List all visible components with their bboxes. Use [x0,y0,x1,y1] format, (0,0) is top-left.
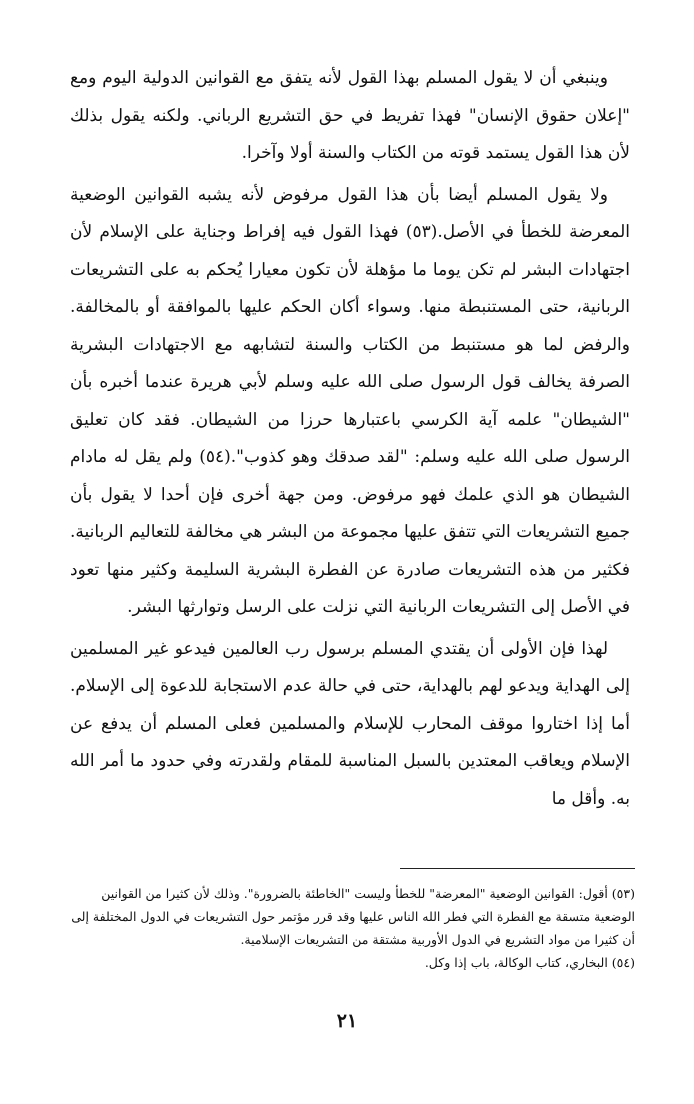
page-number: ٢١ [336,1010,358,1032]
paragraph: ولا يقول المسلم أيضا بأن هذا القول مرفوض لأنه يشبه القوانين الوضعية المعرضة للخطأ في الأصل.(٥٣) فهذا القول فيه إفراط وجناية على الإسلام لأن اجتهادات البشر لم تكن يوما ما مؤهلة لأن تكون معيارا يُحكم به على التشريعات الربانية، حتى المستنبطة منها. وسواء أكان الحكم عليها بالموافقة أو بالمخالفة. والرفض لما هو مستنبط من الكتاب والسنة لتشابهه مع الاجتهادات البشرية الصرفة يخالف قول الرسول صلى الله عليه وسلم لأبي هريرة عندما أخبره بأن "الشيطان" علمه آية الكرسي باعتبارها حرزا من الشيطان. فقد كان تعليق الرسول صلى الله عليه وسلم: "لقد صدقك وهو كذوب".(٥٤) ولم يقل له مادام الشيطان هو الذي علمك فهو مرفوض. ومن جهة أخرى فإن أحدا لا يقول بأن جميع التشريعات التي تتفق عليها مجموعة من البشر هي مخالفة للتعاليم الربانية. فكثير من هذه التشريعات صادرة عن الفطرة البشرية السليمة وكثير منها تعود في الأصل إلى التشريعات الربانية التي نزلت على الرسل وتوارثها البشر. [70,184,630,617]
footnote: (٥٣) أقول: القوانين الوضعية "المعرضة" للخطأ وليست "الخاطئة بالضرورة". وذلك لأن كثيرا من القوانين الوضعية متسقة مع الفطرة التي فطر الله الناس عليها وقد قرر مؤتمر حول التشريعات في الدول المختلفة إلى أن كثيرا من مواد التشريع في الدول الأوربية مشتقة من التشريعات الإسلامية. [71,886,635,947]
footnote-separator [400,868,635,869]
paragraph: لهذا فإن الأولى أن يقتدي المسلم برسول رب العالمين فيدعو غير المسلمين إلى الهداية ويدعو لهم بالهداية، حتى في حالة عدم الاستجابة للدعوة إلى الإسلام. أما إذا اختاروا موقف المحارب للإسلام والمسلمين فعلى المسلم أن يدفع عن الإسلام ويعاقب المعتدين بالسبل المناسبة للمقام ولقدرته وفي حدود ما أمر الله به. وأقل ما [70,638,630,809]
main-text [70,60,630,818]
footnote: (٥٤) البخاري، كتاب الوكالة، باب إذا وكل. [424,955,635,970]
paragraph: وينبغي أن لا يقول المسلم بهذا القول لأنه يتفق مع القوانين الدولية اليوم ومع "إعلان حقوق الإنسان" فهذا تفريط في حق التشريع الرباني. ولكنه يقول بذلك لأن هذا القول يستمد قوته من الكتاب والسنة أولا وآخرا. [70,68,630,163]
footnotes [70,882,635,974]
